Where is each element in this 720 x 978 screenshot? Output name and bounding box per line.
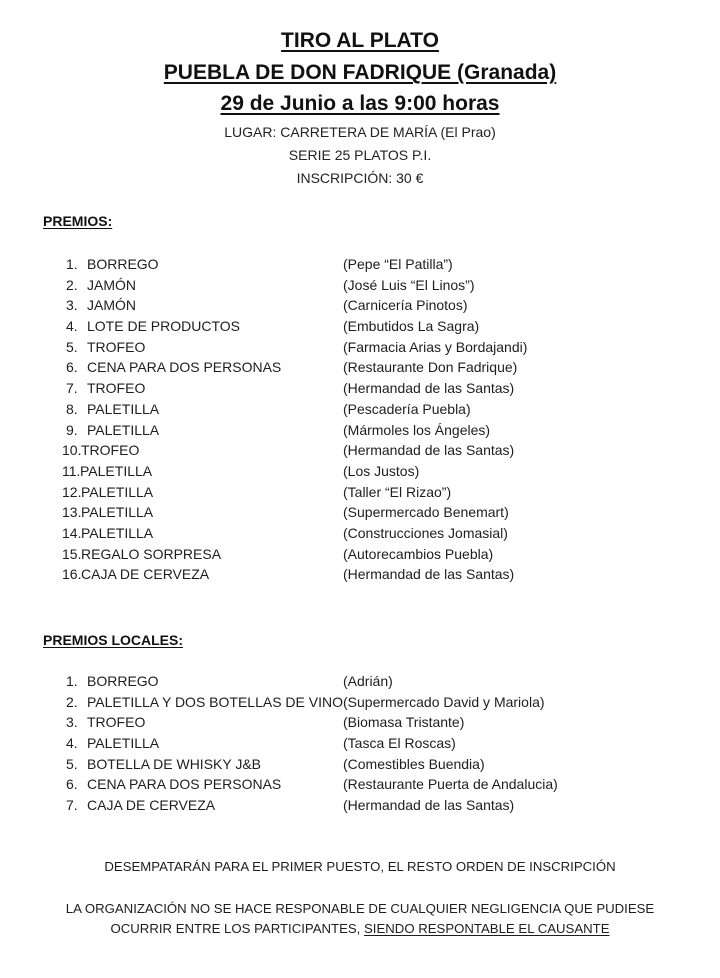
premios-locales-list xyxy=(0,671,720,816)
premios-list xyxy=(0,254,720,585)
prize-name: PALETILLA xyxy=(87,400,160,417)
prize-row xyxy=(0,254,720,275)
prize-row xyxy=(0,754,720,775)
prize-name: REGALO SORPRESA xyxy=(81,545,222,562)
prize-sponsor: (Supermercado Benemart) xyxy=(343,504,509,521)
event-venue: LUGAR: CARRETERA DE MARÍA (El Prao) xyxy=(224,124,496,140)
prize-row xyxy=(0,564,720,585)
prize-name: JAMÓN xyxy=(87,276,136,293)
disclaimer-text: OCURRIR ENTRE LOS PARTICIPANTES, xyxy=(110,921,365,936)
prize-number: 6. xyxy=(66,776,78,793)
prize-row xyxy=(0,420,720,441)
prize-row xyxy=(0,692,720,713)
prize-sponsor: (José Luis “El Linos”) xyxy=(343,276,475,293)
prize-name: PALETILLA xyxy=(81,504,154,521)
prize-row xyxy=(0,275,720,296)
prize-row xyxy=(0,378,720,399)
prize-name: TROFEO xyxy=(87,380,146,397)
event-series: SERIE 25 PLATOS P.I. xyxy=(288,147,432,163)
prize-number: 3. xyxy=(66,714,78,731)
prize-sponsor: (Hermandad de las Santas) xyxy=(343,797,515,814)
prize-sponsor: (Pescadería Puebla) xyxy=(343,400,471,417)
disclaimer-line-2 xyxy=(0,921,720,936)
prize-name: CAJA DE CERVEZA xyxy=(81,566,210,583)
prize-name: CENA PARA DOS PERSONAS xyxy=(87,776,282,793)
prize-name: PALETILLA xyxy=(80,462,153,479)
prize-name: PALETILLA xyxy=(81,483,154,500)
disclaimer-underlined-text: SIENDO RESPONTABLE EL CAUSANTE xyxy=(364,921,610,936)
prize-row xyxy=(0,795,720,816)
prize-sponsor: (Hermandad de las Santas) xyxy=(343,566,515,583)
prize-row xyxy=(0,733,720,754)
prize-row xyxy=(0,399,720,420)
prize-name: BOTELLA DE WHISKY J&B xyxy=(87,755,262,772)
prize-sponsor: (Los Justos) xyxy=(343,462,420,479)
prize-number: 5. xyxy=(66,755,78,772)
event-fee: INSCRIPCIÓN: 30 € xyxy=(296,170,424,186)
prize-sponsor: (Farmacia Arias y Bordajandi) xyxy=(343,338,528,355)
prize-number: 5. xyxy=(66,338,78,355)
prize-sponsor: (Embutidos La Sagra) xyxy=(343,318,480,335)
event-title: TIRO AL PLATO xyxy=(281,29,439,52)
prize-row xyxy=(0,712,720,733)
prize-name: CENA PARA DOS PERSONAS xyxy=(87,359,282,376)
prize-number: 12. xyxy=(62,483,82,500)
prize-row xyxy=(0,671,720,692)
prize-number: 8. xyxy=(66,400,78,417)
prize-number: 16. xyxy=(62,566,82,583)
prize-sponsor: (Comestibles Buendia) xyxy=(343,755,485,772)
prize-row xyxy=(0,774,720,795)
prize-row xyxy=(0,502,720,523)
prize-sponsor: (Mármoles los Ángeles) xyxy=(343,421,491,438)
prize-number: 11. xyxy=(62,462,81,479)
prize-sponsor: (Construcciones Jomasial) xyxy=(343,524,508,541)
prize-sponsor: (Biomasa Tristante) xyxy=(343,714,465,731)
prize-row xyxy=(0,357,720,378)
prize-sponsor: (Adrián) xyxy=(343,673,393,689)
event-location-title: PUEBLA DE DON FADRIQUE (Granada) xyxy=(163,61,557,84)
prize-name: BORREGO xyxy=(87,256,159,272)
prize-name: PALETILLA xyxy=(87,735,160,752)
prize-number: 1. xyxy=(66,673,78,689)
prize-sponsor: (Autorecambios Puebla) xyxy=(343,545,494,562)
prize-name: PALETILLA xyxy=(81,524,154,541)
prize-number: 14. xyxy=(62,524,82,541)
prize-row xyxy=(0,544,720,565)
prize-number: 15. xyxy=(62,545,82,562)
prize-sponsor: (Tasca El Roscas) xyxy=(343,735,456,752)
premios-locales-heading: PREMIOS LOCALES: xyxy=(43,632,184,648)
prize-row xyxy=(0,316,720,337)
prize-name: BORREGO xyxy=(87,673,159,689)
prize-number: 7. xyxy=(66,797,78,814)
prize-sponsor: (Pepe “El Patilla”) xyxy=(343,256,453,272)
prize-number: 10. xyxy=(62,442,82,459)
prize-name: TROFEO xyxy=(87,714,146,731)
prize-number: 9. xyxy=(66,421,78,438)
prize-row xyxy=(0,337,720,358)
premios-heading: PREMIOS: xyxy=(43,213,113,229)
prize-name: PALETILLA Y DOS BOTELLAS DE VINO xyxy=(87,693,343,710)
prize-row xyxy=(0,440,720,461)
prize-number: 7. xyxy=(66,380,78,397)
prize-number: 3. xyxy=(66,297,78,314)
prize-sponsor: (Restaurante Puerta de Andalucia) xyxy=(343,776,558,793)
event-date-time: 29 de Junio a las 9:00 horas xyxy=(220,92,500,115)
tiebreak-note: DESEMPATARÁN PARA EL PRIMER PUESTO, EL RESTO ORDEN DE INSCRIPCIÓN xyxy=(104,859,616,874)
disclaimer-line-1: LA ORGANIZACIÓN NO SE HACE RESPONABLE DE CUALQUIER NEGLIGENCIA QUE PUDIESE xyxy=(65,901,655,916)
prize-name: TROFEO xyxy=(87,338,146,355)
prize-sponsor: (Hermandad de las Santas) xyxy=(343,380,515,397)
prize-number: 13. xyxy=(62,504,82,521)
prize-number: 1. xyxy=(66,256,78,272)
prize-name: CAJA DE CERVEZA xyxy=(87,797,216,814)
prize-number: 2. xyxy=(66,276,78,293)
prize-row xyxy=(0,461,720,482)
prize-number: 6. xyxy=(66,359,78,376)
prize-sponsor: (Taller “El Rizao”) xyxy=(343,483,452,500)
prize-number: 2. xyxy=(66,693,78,710)
prize-number: 4. xyxy=(66,318,78,335)
prize-number: 4. xyxy=(66,735,78,752)
prize-name: TROFEO xyxy=(81,442,140,459)
prize-sponsor: (Restaurante Don Fadrique) xyxy=(343,359,518,376)
prize-sponsor: (Hermandad de las Santas) xyxy=(343,442,515,459)
prize-name: JAMÓN xyxy=(87,297,136,314)
prize-row xyxy=(0,295,720,316)
prize-row xyxy=(0,482,720,503)
prize-name: PALETILLA xyxy=(87,421,160,438)
prize-sponsor: (Supermercado David y Mariola) xyxy=(343,693,545,710)
prize-sponsor: (Carnicería Pinotos) xyxy=(343,297,468,314)
prize-name: LOTE DE PRODUCTOS xyxy=(87,318,240,335)
prize-row xyxy=(0,523,720,544)
